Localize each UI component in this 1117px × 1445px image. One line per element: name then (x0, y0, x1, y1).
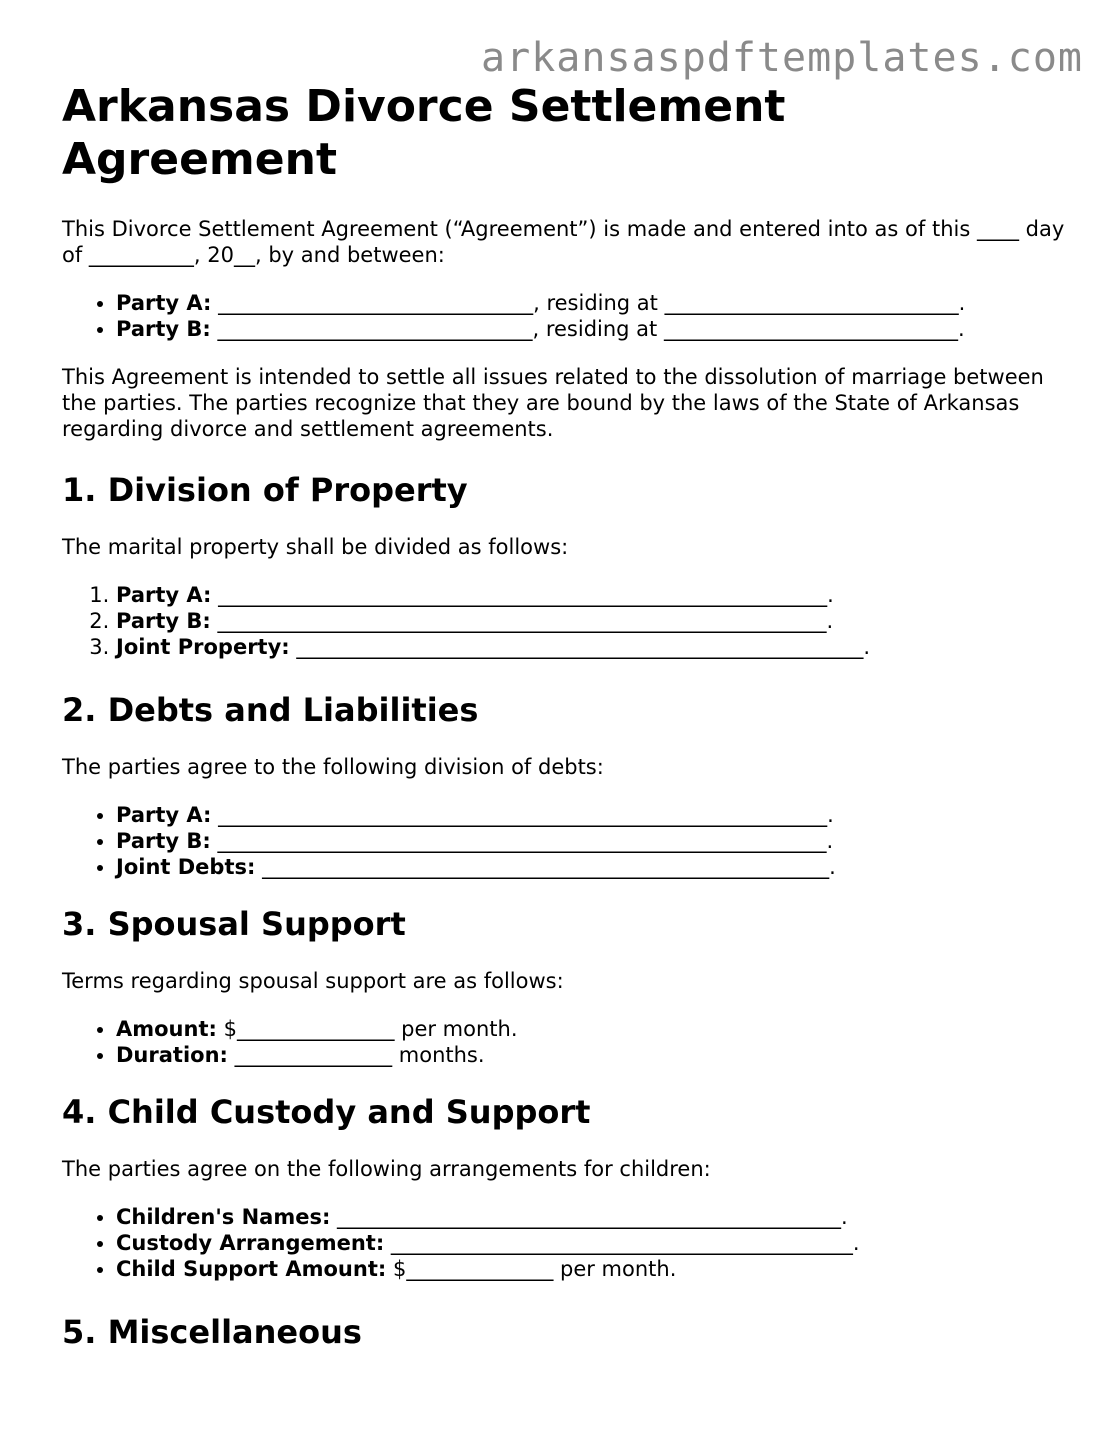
list-item (116, 316, 1072, 342)
list-item (116, 582, 1072, 608)
list-item (116, 828, 1072, 854)
list-item (116, 1016, 1072, 1042)
section-heading-debts: 2. Debts and Liabilities (62, 691, 479, 729)
parties-list (62, 290, 1072, 342)
section-heading-misc: 5. Miscellaneous (62, 1313, 362, 1351)
item-label: Amount: (116, 1017, 217, 1041)
item-blank: __________________________________________________________. (211, 803, 834, 827)
section-intro-property: The marital property shall be divided as follows: (62, 535, 569, 559)
property-list (62, 582, 1072, 660)
section-heading-spousal: 3. Spousal Support (62, 905, 406, 943)
section-intro-debts: The parties agree to the following division of debts: (62, 755, 604, 779)
document-title: Arkansas Divorce Settlement Agreement (62, 81, 786, 185)
item-label: Party A: (116, 803, 212, 827)
section-heading-custody: 4. Child Custody and Support (62, 1093, 591, 1131)
purpose-paragraph: This Agreement is intended to settle all issues related to the dissolution of marriage between the parties. The parties recognize that they are bound by the laws of the State of Arkansas regarding divorce and settlement agreements. (62, 365, 1044, 441)
list-item (116, 290, 1072, 316)
list-item (116, 634, 1072, 660)
item-blank: __________________________________________________________. (210, 829, 834, 853)
item-label: Party B: (116, 609, 211, 633)
item-blank: ______________________________, residing at ____________________________. (211, 291, 966, 315)
intro-paragraph: This Divorce Settlement Agreement (“Agreement”) is made and entered into as of this ____ day of __________, 20__, by and between: (62, 217, 1065, 267)
item-label: Joint Debts: (116, 855, 256, 879)
item-label: Party A: (116, 583, 212, 607)
list-item (116, 1042, 1072, 1068)
list-item (116, 1204, 1072, 1230)
item-label: Children's Names: (116, 1205, 331, 1229)
item-blank: ____________________________________________. (384, 1231, 860, 1255)
custody-list (62, 1204, 1072, 1282)
item-label: Duration: (116, 1043, 228, 1067)
section-heading-property: 1. Division of Property (62, 471, 468, 509)
spousal-list (62, 1016, 1072, 1068)
list-item (116, 802, 1072, 828)
list-item (116, 608, 1072, 634)
item-blank: ______________________________________________________. (255, 855, 836, 879)
watermark: arkansaspdftemplates.com (481, 35, 1083, 81)
item-blank: ______________________________, residing at ____________________________. (210, 317, 965, 341)
item-blank: $_______________ per month. (216, 1017, 518, 1041)
item-blank: _______________ months. (227, 1043, 485, 1067)
section-intro-spousal: Terms regarding spousal support are as follows: (62, 969, 564, 993)
item-label: Custody Arrangement: (116, 1231, 385, 1255)
item-label: Joint Property: (116, 635, 290, 659)
item-label: Child Support Amount: (116, 1257, 387, 1281)
item-label: Party B: (116, 317, 211, 341)
item-blank: $______________ per month. (386, 1257, 677, 1281)
item-label: Party B: (116, 829, 211, 853)
list-item (116, 1256, 1072, 1282)
item-blank: __________________________________________________________. (211, 583, 834, 607)
item-blank: __________________________________________________________. (210, 609, 834, 633)
debts-list (62, 802, 1072, 880)
list-item (116, 1230, 1072, 1256)
document-body (62, 80, 1072, 1352)
item-label: Party A: (116, 291, 212, 315)
list-item (116, 854, 1072, 880)
section-intro-custody: The parties agree on the following arrangements for children: (62, 1157, 711, 1181)
item-blank: ______________________________________________________. (289, 635, 871, 659)
item-blank: ________________________________________________. (330, 1205, 848, 1229)
